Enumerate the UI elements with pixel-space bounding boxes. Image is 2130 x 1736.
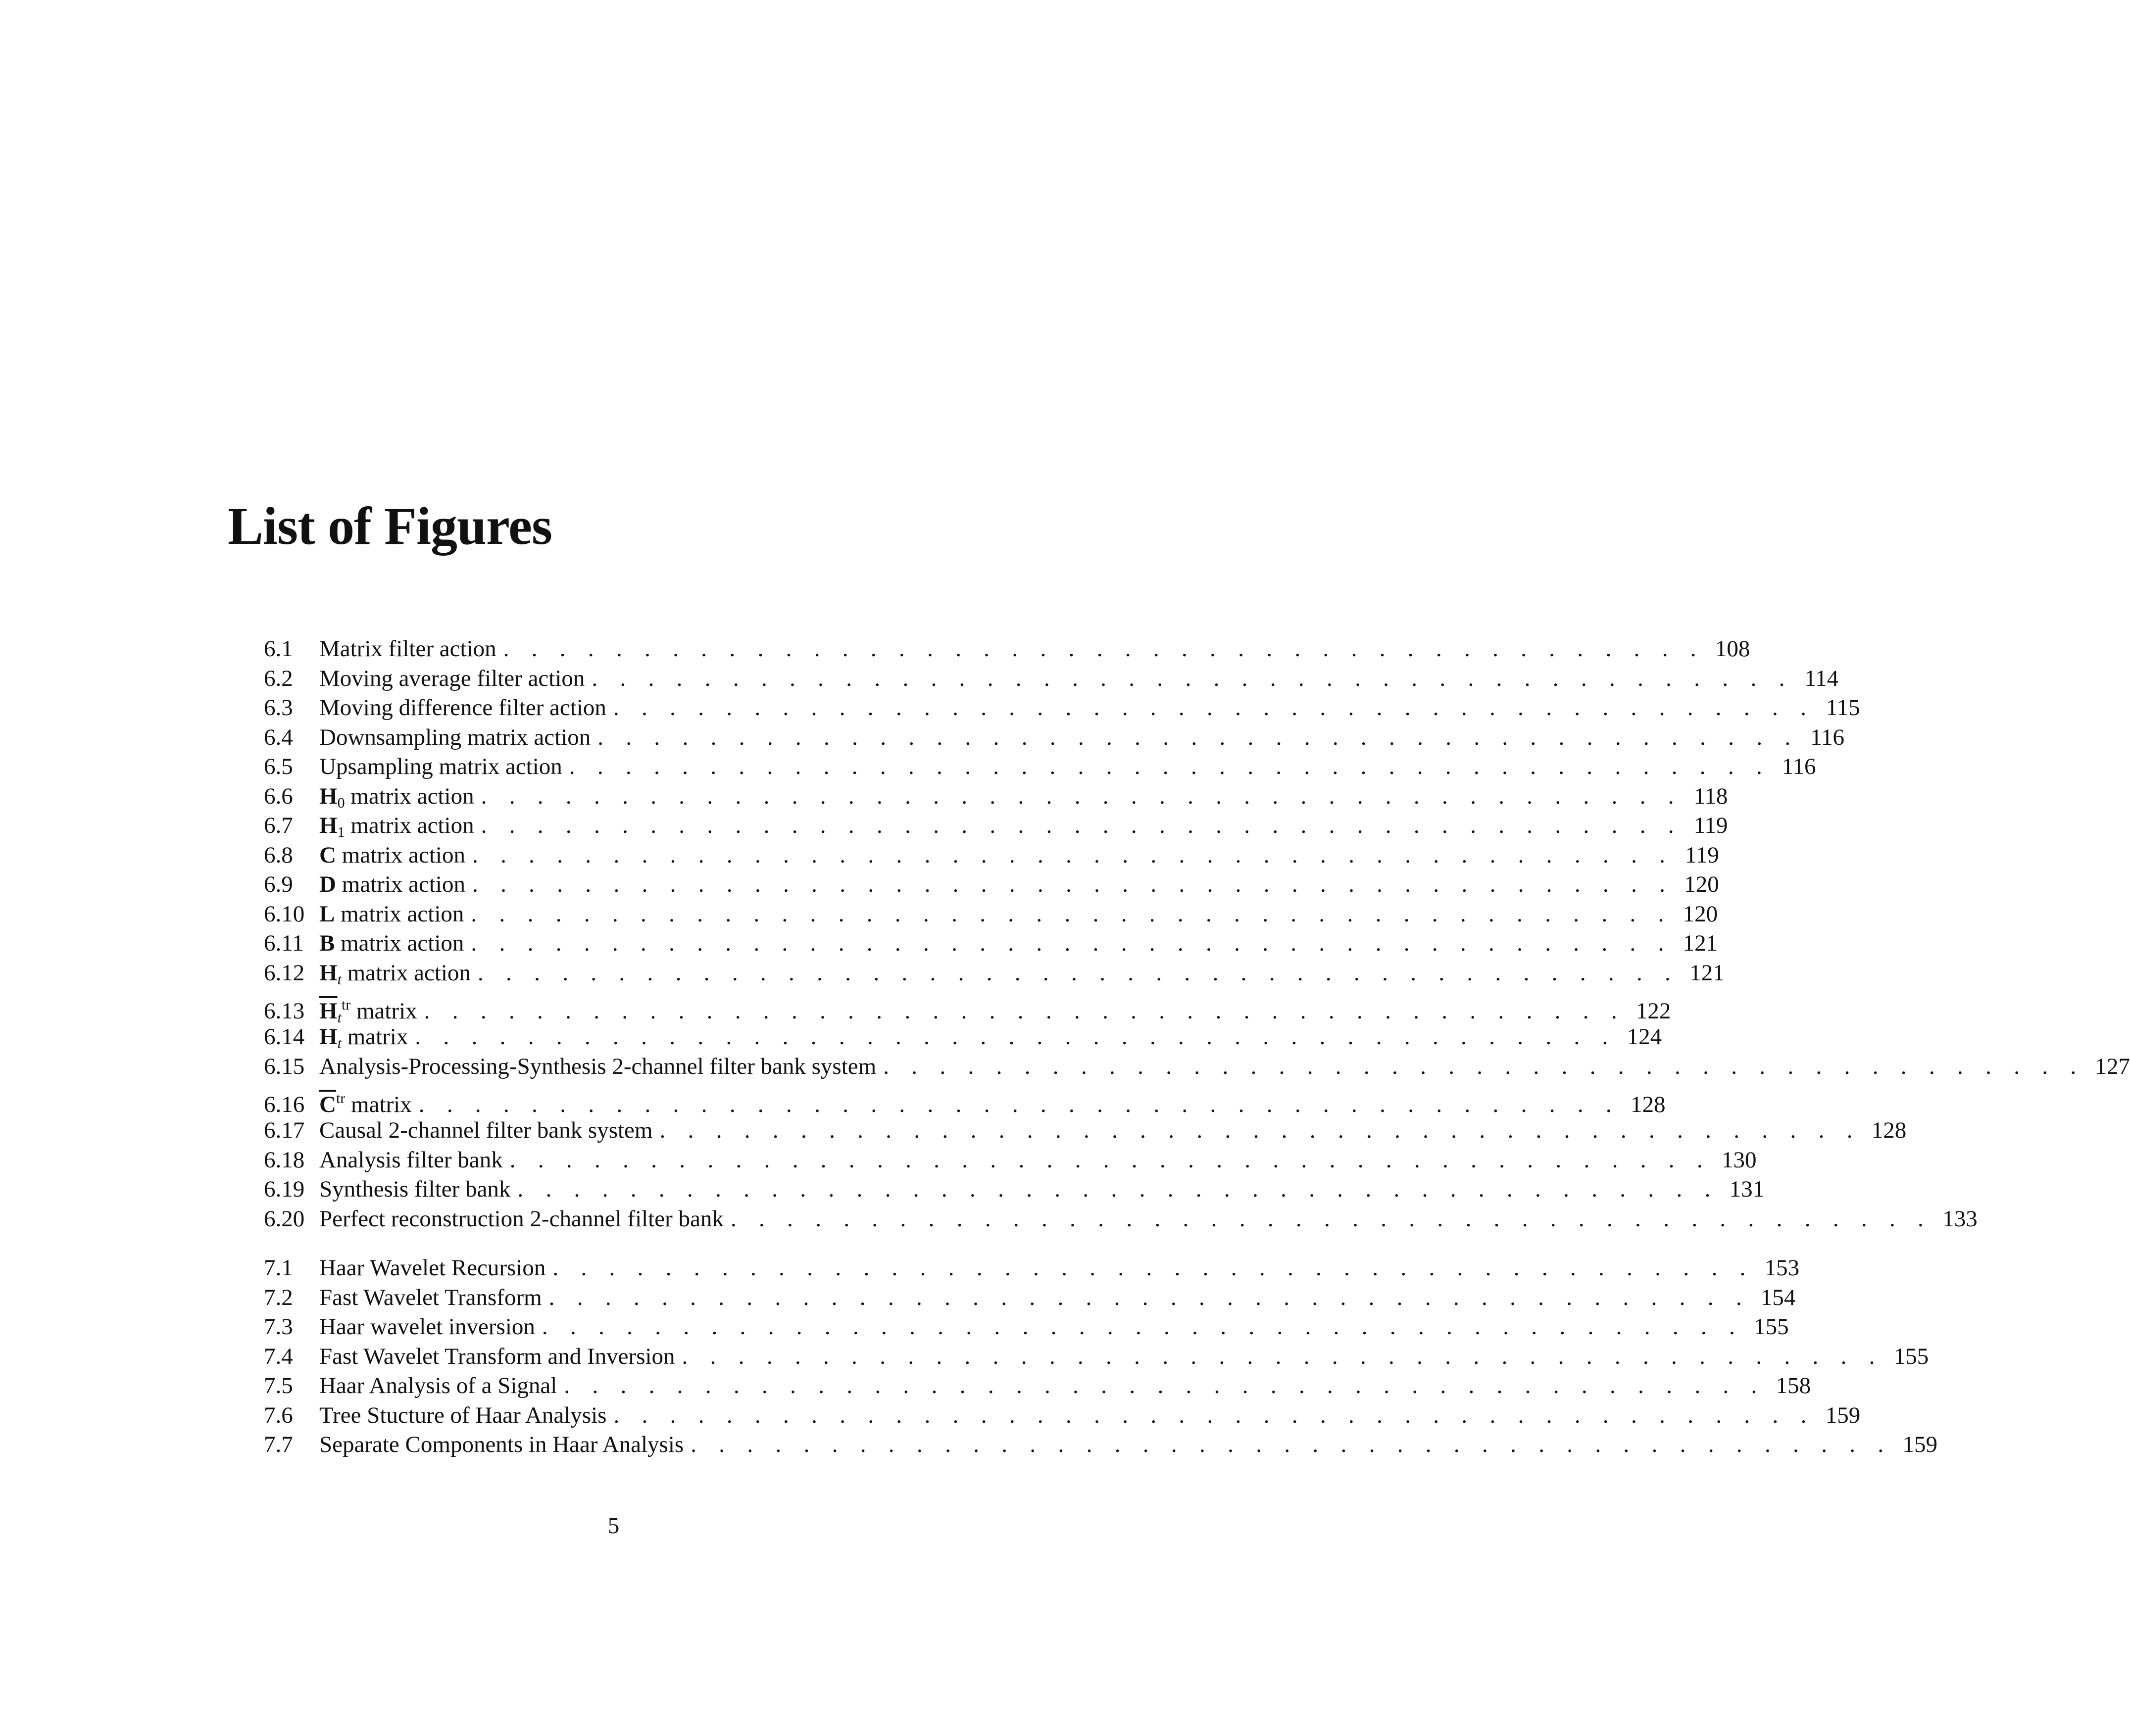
figure-title [319, 1205, 731, 1234]
dot-leader: . . . . . . . . . . . . . . . . . . . . . . . . . . . . . . . . . . . . . . . . . . . [472, 842, 1674, 868]
figure-title-text: Fast Wavelet Transform and Inversion [319, 1343, 675, 1369]
list-of-figures [264, 634, 2130, 1460]
figure-entry[interactable] [264, 900, 1718, 929]
figure-number: 6.12 [264, 960, 305, 986]
figure-number: 6.19 [264, 1176, 305, 1202]
figure-entry[interactable] [264, 1312, 1789, 1342]
figure-title [319, 1430, 691, 1460]
figure-title [319, 1312, 542, 1342]
dot-leader: . . . . . . . . . . . . . . . . . . . . . . . . . . . . . . . . . . . . . . . . . . . [415, 1024, 1617, 1050]
figure-title-text: Haar wavelet inversion [319, 1314, 535, 1340]
figure-number: 6.17 [264, 1117, 305, 1143]
matrix-subscript: 1 [337, 824, 345, 840]
dot-leader: . . . . . . . . . . . . . . . . . . . . . . . . . . . . . . . . . . . . . . . . . . . [613, 695, 1815, 721]
figure-entry[interactable] [264, 811, 1728, 841]
dot-leader: . . . . . . . . . . . . . . . . . . . . . . . . . . . . . . . . . . . . . . . . . . . [424, 998, 1626, 1024]
figure-page-number: 133 [1942, 1206, 1978, 1232]
figure-entry[interactable] [264, 841, 1719, 870]
dot-leader: . . . . . . . . . . . . . . . . . . . . . . . . . . . . . . . . . . . . . . . . . . . [883, 1053, 2084, 1079]
figure-page-number: 122 [1635, 998, 1671, 1024]
figure-group [264, 634, 2130, 1234]
matrix-symbol: L [319, 901, 335, 927]
dot-leader: . . . . . . . . . . . . . . . . . . . . . . . . . . . . . . . . . . . . . . . . . . . [552, 1255, 1754, 1281]
figure-title [319, 841, 472, 870]
matrix-subscript: 0 [337, 794, 345, 811]
figure-title [319, 634, 503, 664]
dot-leader: . . . . . . . . . . . . . . . . . . . . . . . . . . . . . . . . . . . . . . . . . . . [481, 813, 1683, 838]
figure-page-number: 159 [1825, 1402, 1861, 1428]
figure-title [319, 1175, 517, 1205]
figure-page-number: 119 [1684, 842, 1719, 868]
page-number: 5 [607, 1513, 620, 1539]
matrix-subscript: t [337, 1035, 342, 1052]
dot-leader: . . . . . . . . . . . . . . . . . . . . . . . . . . . . . . . . . . . . . . . . . . . [597, 724, 1799, 750]
figure-page-number: 131 [1729, 1176, 1765, 1202]
figure-title-text: matrix action [335, 901, 464, 927]
figure-title [319, 1116, 659, 1146]
figure-entry[interactable] [264, 1116, 1907, 1146]
figure-number: 6.9 [264, 871, 293, 897]
figure-title-text: matrix action [336, 842, 465, 868]
figure-entry[interactable] [264, 634, 1750, 664]
figure-entry[interactable] [264, 1342, 1929, 1372]
figure-page-number: 154 [1760, 1284, 1796, 1310]
figure-entry[interactable] [264, 929, 1718, 959]
figure-page-number: 120 [1683, 901, 1718, 927]
figure-entry[interactable] [264, 1022, 1662, 1052]
figure-title-text: matrix [350, 998, 417, 1024]
figure-page-number: 116 [1782, 754, 1816, 779]
figure-title-text: Matrix filter action [319, 636, 496, 662]
dot-leader: . . . . . . . . . . . . . . . . . . . . . . . . . . . . . . . . . . . . . . . . . . . [682, 1343, 1883, 1369]
dot-leader: . . . . . . . . . . . . . . . . . . . . . . . . . . . . . . . . . . . . . . . . . . . [503, 636, 1705, 662]
figure-page-number: 120 [1684, 871, 1719, 897]
dot-leader: . . . . . . . . . . . . . . . . . . . . . . . . . . . . . . . . . . . . . . . . . . . [613, 1402, 1815, 1428]
figure-title [319, 870, 472, 900]
figure-page-number: 155 [1754, 1314, 1789, 1340]
matrix-symbol: H [319, 813, 338, 838]
figure-title [319, 900, 471, 929]
figure-page-number: 128 [1871, 1117, 1907, 1143]
figure-title-text: matrix [341, 1024, 408, 1050]
figure-title [319, 1401, 613, 1431]
figure-number: 6.7 [264, 813, 293, 838]
matrix-symbol: $\overline{C}$ [319, 1092, 336, 1117]
figure-number: 6.4 [264, 724, 293, 750]
figure-page-number: 108 [1715, 636, 1750, 662]
figure-title [319, 929, 471, 959]
figure-page-number: 121 [1683, 930, 1718, 956]
figure-entry[interactable] [264, 1371, 1811, 1401]
matrix-symbol: $\overline{H}$ [319, 998, 338, 1024]
figure-title [319, 664, 592, 694]
figure-title [319, 1052, 883, 1082]
figure-title-text: matrix action [335, 930, 464, 956]
figure-title-text: matrix action [345, 813, 474, 838]
figure-page-number: 159 [1902, 1432, 1937, 1457]
figure-page-number: 128 [1630, 1092, 1666, 1117]
figure-title-text: Haar Analysis of a Signal [319, 1373, 557, 1398]
figure-title [319, 723, 597, 753]
figure-number: 6.2 [264, 665, 293, 691]
figure-number: 7.3 [264, 1314, 293, 1340]
figure-page-number: 153 [1764, 1255, 1800, 1281]
figure-number: 6.16 [264, 1092, 305, 1117]
dot-leader: . . . . . . . . . . . . . . . . . . . . . . . . . . . . . . . . . . . . . . . . . . . [659, 1117, 1861, 1143]
figure-page-number: 116 [1810, 724, 1844, 750]
matrix-symbol: C [319, 842, 336, 868]
figure-title [319, 752, 569, 782]
figure-page-number: 130 [1721, 1147, 1757, 1173]
figure-number: 7.7 [264, 1432, 293, 1457]
figure-title-text: Downsampling matrix action [319, 724, 591, 750]
dot-leader: . . . . . . . . . . . . . . . . . . . . . . . . . . . . . . . . . . . . . . . . . . . [471, 930, 1673, 956]
figure-number: 6.20 [264, 1206, 305, 1232]
figure-entry[interactable] [264, 1430, 1937, 1460]
figure-group [264, 1254, 1937, 1460]
figure-entry[interactable] [264, 1205, 1978, 1234]
dot-leader: . . . . . . . . . . . . . . . . . . . . . . . . . . . . . . . . . . . . . . . . . . . [418, 1092, 1620, 1117]
figure-page-number: 115 [1826, 695, 1860, 721]
matrix-subscript: t [337, 1010, 342, 1026]
figure-title-text: Perfect reconstruction 2-channel filter bank [319, 1206, 724, 1232]
figure-number: 7.4 [264, 1343, 293, 1369]
dot-leader: . . . . . . . . . . . . . . . . . . . . . . . . . . . . . . . . . . . . . . . . . . . [509, 1147, 1711, 1173]
figure-entry[interactable] [264, 959, 1725, 988]
figure-title-text: Causal 2-channel filter bank system [319, 1117, 653, 1143]
figure-number: 6.3 [264, 695, 293, 721]
figure-title [319, 1342, 682, 1372]
figure-number: 6.10 [264, 901, 305, 927]
figure-title-text: matrix action [345, 783, 474, 809]
dot-leader: . . . . . . . . . . . . . . . . . . . . . . . . . . . . . . . . . . . . . . . . . . . [472, 871, 1674, 897]
figure-page-number: 124 [1627, 1024, 1662, 1050]
figure-page-number: 158 [1776, 1373, 1811, 1398]
page-title: List of Figures [228, 497, 552, 556]
dot-leader: . . . . . . . . . . . . . . . . . . . . . . . . . . . . . . . . . . . . . . . . . . . [564, 1373, 1766, 1398]
figure-title-text: matrix action [336, 871, 465, 897]
figure-entry[interactable] [264, 782, 1728, 812]
dot-leader: . . . . . . . . . . . . . . . . . . . . . . . . . . . . . . . . . . . . . . . . . . . [477, 960, 1679, 986]
figure-number: 7.6 [264, 1402, 293, 1428]
figure-entry[interactable] [264, 723, 1844, 753]
matrix-superscript: tr [336, 1090, 346, 1107]
figure-entry[interactable] [264, 752, 1816, 782]
matrix-symbol: H [319, 1024, 338, 1050]
figure-number: 7.2 [264, 1284, 293, 1310]
figure-title-text: Analysis-Processing-Synthesis 2-channel filter bank system [319, 1053, 877, 1079]
figure-page-number: 118 [1693, 783, 1728, 809]
figure-title [319, 1084, 419, 1120]
figure-title [319, 1283, 549, 1313]
figure-entry[interactable] [264, 870, 1719, 900]
figure-entry[interactable] [264, 1401, 1861, 1431]
figure-title-text: Analysis filter bank [319, 1147, 503, 1173]
dot-leader: . . . . . . . . . . . . . . . . . . . . . . . . . . . . . . . . . . . . . . . . . . . [569, 754, 1771, 779]
figure-title-text: Tree Stucture of Haar Analysis [319, 1402, 607, 1428]
figure-number: 6.8 [264, 842, 293, 868]
figure-title-text: Fast Wavelet Transform [319, 1284, 542, 1310]
figure-page-number: 127 [2095, 1053, 2130, 1079]
figure-title-text: Moving difference filter action [319, 695, 606, 721]
figure-title [319, 693, 613, 723]
figure-title-text: matrix [345, 1092, 412, 1117]
figure-title-text: matrix action [341, 960, 471, 986]
figure-entry[interactable] [264, 693, 1860, 723]
figure-title [319, 1254, 552, 1283]
figure-number: 6.6 [264, 783, 293, 809]
figure-title [319, 1371, 564, 1401]
figure-title [319, 959, 478, 995]
dot-leader: . . . . . . . . . . . . . . . . . . . . . . . . . . . . . . . . . . . . . . . . . . . [481, 783, 1683, 809]
figure-entry[interactable] [264, 1146, 1757, 1175]
dot-leader: . . . . . . . . . . . . . . . . . . . . . . . . . . . . . . . . . . . . . . . . . . . [542, 1314, 1743, 1340]
figure-title-text: Separate Components in Haar Analysis [319, 1432, 684, 1457]
figure-entry[interactable] [264, 664, 1839, 694]
figure-entry[interactable] [264, 1052, 2130, 1082]
figure-number: 6.18 [264, 1147, 305, 1173]
figure-entry[interactable] [264, 1081, 1666, 1117]
figure-number: 6.1 [264, 636, 293, 662]
figure-page-number: 119 [1693, 813, 1728, 838]
matrix-symbol: H [319, 783, 338, 809]
dot-leader: . . . . . . . . . . . . . . . . . . . . . . . . . . . . . . . . . . . . . . . . . . . [691, 1432, 1892, 1457]
matrix-subscript: t [337, 971, 342, 988]
matrix-symbol: B [319, 930, 335, 956]
dot-leader: . . . . . . . . . . . . . . . . . . . . . . . . . . . . . . . . . . . . . . . . . . . [517, 1176, 1719, 1202]
figure-page-number: 121 [1689, 960, 1725, 986]
figure-number: 6.13 [264, 998, 305, 1024]
figure-title-text: Synthesis filter bank [319, 1176, 511, 1202]
figure-title-text: Haar Wavelet Recursion [319, 1255, 546, 1281]
figure-page-number: 155 [1893, 1343, 1929, 1369]
figure-number: 7.1 [264, 1255, 293, 1281]
dot-leader: . . . . . . . . . . . . . . . . . . . . . . . . . . . . . . . . . . . . . . . . . . . [592, 665, 1793, 691]
figure-number: 6.15 [264, 1053, 305, 1079]
matrix-superscript: tr [341, 997, 351, 1013]
figure-title-text: Moving average filter action [319, 665, 585, 691]
figure-number: 7.5 [264, 1373, 293, 1398]
figure-entry[interactable] [264, 988, 1671, 1026]
figure-title [319, 1146, 510, 1175]
figure-title-text: Upsampling matrix action [319, 754, 562, 779]
matrix-symbol: D [319, 871, 336, 897]
matrix-symbol: H [319, 960, 338, 986]
figure-number: 6.5 [264, 754, 293, 779]
figure-entry[interactable] [264, 1283, 1796, 1313]
figure-page-number: 114 [1804, 665, 1839, 691]
dot-leader: . . . . . . . . . . . . . . . . . . . . . . . . . . . . . . . . . . . . . . . . . . . [730, 1206, 1932, 1232]
figure-number: 6.11 [264, 930, 304, 956]
dot-leader: . . . . . . . . . . . . . . . . . . . . . . . . . . . . . . . . . . . . . . . . . . . [548, 1284, 1750, 1310]
figure-entry[interactable] [264, 1175, 1765, 1205]
figure-entry[interactable] [264, 1254, 1800, 1283]
dot-leader: . . . . . . . . . . . . . . . . . . . . . . . . . . . . . . . . . . . . . . . . . . . [471, 901, 1673, 927]
figure-number: 6.14 [264, 1024, 305, 1050]
